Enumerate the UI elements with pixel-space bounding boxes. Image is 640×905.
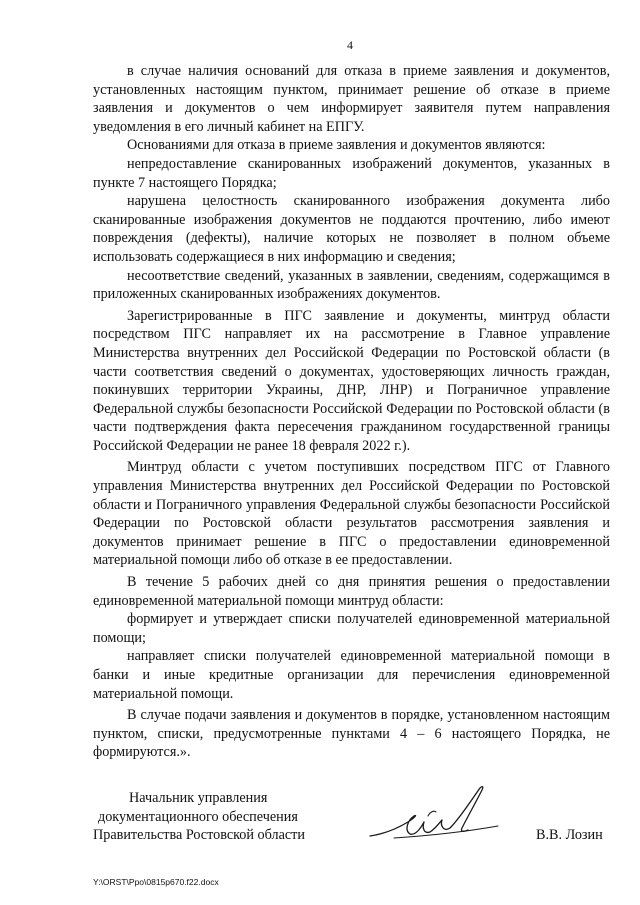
- file-path-footer: Y:\ORST\Ppo\0815p670.f22.docx: [93, 877, 219, 887]
- paragraph-ground-damaged-scans: нарушена целостность сканированного изображения документа либо сканированные изображения документов не поддаются прочтению, либо имеют повреждения (дефекты), наличие которых не позволяет в полном объеме использовать содержащиеся в них информацию и сведения;: [93, 193, 610, 265]
- signatory-title-line-3: Правительства Ростовской области: [93, 827, 305, 844]
- paragraph-ground-mismatch: несоответствие сведений, указанных в заявлении, сведениям, содержащимся в приложенных сканированных изображениях документов.: [93, 267, 610, 303]
- signatory-title-line-1: Начальник управления: [129, 790, 268, 806]
- page-number: 4: [347, 38, 353, 52]
- paragraph-sends-lists: направляет списки получателей единовременной материальной помощи в банки и иные кредитные организации для перечисления единовременной материальной помощи.: [93, 648, 610, 702]
- paragraph-decision: Минтруд области с учетом поступивших посредством ПГС от Главного управления Министерства внутренних дел Российской Федерации по Ростовской области и Пограничного управления Федеральной службы безопасности Российской Федерации по Ростовской области результатов рассмотрения заявления и документов принимает решение в ПГС о предоставлении единовременной материальной помощи либо об отказе в ее предоставлении.: [93, 459, 610, 569]
- paragraph-registration: Зарегистрированные в ПГС заявление и документы, минтруд области посредством ПГС направляет их на рассмотрение в Главное управление Министерства внутренних дел Российской Федерации по Ростовской области (в части соответствия сведений о документах, удостоверяющих личность граждан, покинувших территории Украины, ДНР, ЛНР) и Пограничное управление Федеральной службы безопасности Российской Федерации по Ростовской области (в части подтверждения факта пересечения гражданином государственной границы Российской Федерации не ранее 18 февраля 2022 г.).: [93, 307, 610, 454]
- signatory-name: В.В. Лозин: [536, 827, 603, 843]
- paragraph-five-days: В течение 5 рабочих дней со дня принятия решения о предоставлении единовременной материальной помощи минтруд области:: [93, 574, 610, 609]
- paragraph-lists-not-formed: В случае подачи заявления и документов в порядке, установленном настоящим пунктом, списки, предусмотренные пунктами 4 – 6 настоящего Порядка, не формируются.».: [93, 707, 610, 761]
- document-body: [93, 62, 610, 762]
- paragraph-ground-no-scans: непредоставление сканированных изображений документов, указанных в пункте 7 настоящего Порядка;: [93, 155, 610, 191]
- paragraph-forms-lists: формирует и утверждает списки получателей единовременной материальной помощи;: [93, 611, 610, 646]
- handwritten-signature: [364, 776, 504, 856]
- paragraph-refusal-decision: в случае наличия оснований для отказа в приеме заявления и документов, установленных настоящим пунктом, принимает решение об отказе в приеме заявления и документов о чем информирует заявителя путем направления уведомления в его личный кабинет на ЕПГУ.: [93, 63, 610, 135]
- paragraph-grounds-intro: Основаниями для отказа в приеме заявления и документов являются:: [127, 137, 546, 154]
- signatory-title: [93, 789, 305, 845]
- signatory-title-line-2: документационного обеспечения: [98, 808, 298, 825]
